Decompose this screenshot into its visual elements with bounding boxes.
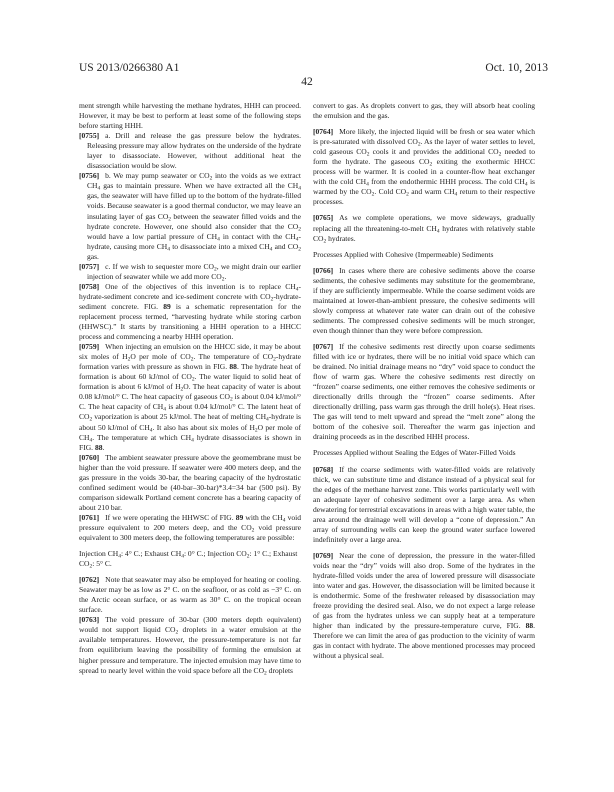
- paragraph-number: [0756]: [79, 171, 100, 181]
- paragraph-0766: [313, 266, 535, 336]
- paragraph-0767: [313, 342, 535, 442]
- paragraph-number: [0755]: [79, 131, 100, 141]
- paragraph-continuation: ment strength while harvesting the methane hydrates, HHH can proceed. However, it may be best to perform at least some of the following steps before starting HHH.: [79, 101, 301, 131]
- paragraph-0757: [79, 262, 301, 282]
- paragraph-number: [0765]: [313, 213, 334, 223]
- temperature-list: Injection $CH_4$: 4° C.; Exhaust $CH_4$: 0° C.; Injection $CO_2$: 1° C.; Exhaust $CO_2$: 5° C.: [79, 549, 298, 570]
- paragraph-text: One of the objectives of this invention is to replace $CH_4-hydrate$-sediment concrete and ice-sediment concrete with $CO_2-hydrate$-sediment concrete. FIG. 89 is a schematic representation for the replacement process termed, “harvesting hydrate while storing carbon (HHWSC).” It starts by transitioning a HHH operation to a HHCC process and commencing a nearby HHH operation.: [79, 281, 301, 342]
- paragraph-text: b. We may pump seawater or $CO_2$ into the voids as we extract $CH_4$ gas to maintain pressure. When we have extracted all the $CH_4$ gas, the seawater will have filled up to the bottom of the hydrate-filled voids. Because seawater is a good thermal conductor, we may leave an insulating layer of gas $CO_2$ between the seawater filled voids and the hydrate concrete. However, one should also consider that the $CO_2$ would have a low partial pressure of $CH_4$ in contact with the $CH_4$-hydrate, causing more $CH_4$ to disassociate into a mixed $CH_4$ and $CO_2$ gas.: [87, 171, 301, 261]
- paragraph-number: [0758]: [79, 281, 100, 291]
- section-heading: Processes Applied with Cohesive (Impermeable) Sediments: [313, 249, 494, 259]
- paragraph-text: When injecting an emulsion on the HHCC side, it may be about six moles of $H_2O$ per mole of $CO_2$. The temperature of $CO_2$-hydrate formation varies with pressure as shown in FIG. 88. The hydrate heat of formation is about 60 kJ/mol of $CO_2$. The water liquid to solid heat of formation is about 6 kJ/mol of $H_2O$. The heat capacity of water is about 0.08 kJ/mol/° C. The heat capacity of gaseous $CO_2$ is about 0.04 kJ/mol/° C. The heat capacity of $CH_4$ is about 0.04 kJ/mol/° C. The latent heat of $CO_2$ vaporization is about 25 kJ/mol. The heat of melting $CH_4$-hydrate is about 50 kJ/mol of $CH_4$. It also has about six moles of $H_2O$ per mole of $CH_4$. The temperature at which $CH_4$ hydrate disassociates is shown in FIG. 88.: [79, 342, 302, 452]
- patent-number: US 2013/0266380 A1: [79, 62, 180, 74]
- paragraph-number: [0762]: [79, 575, 100, 585]
- paragraph-text: In cases where there are cohesive sediments above the coarse sediments, the cohesive sediments may substitute for the geomembrane, if they are sufficiently impermeable. While the coarse sediment voids are maintained at lower-than-ambient pressure, the cohesive sediments will slowly compress at whatever rate water can drain out of the cohesive sediments. The compressed cohesive sediments will be much stronger, even though thinner than they were before compression.: [313, 265, 535, 335]
- paragraph-number: [0761]: [79, 512, 100, 522]
- paragraph-text: The void pressure of 30-bar (300 meters depth equivalent) would not support liquid $CO_2$ droplets in a water emulsion at the available temperatures. However, the pressure-temperature is not far from equilibrium leaving the possibility of forming the emulsion at higher pressure and temperature. The injected emulsion may have time to spread to nearly level within the void space before all the $CO_2$ droplets: [79, 615, 302, 677]
- right-column: [313, 101, 535, 661]
- paragraph-text: If the cohesive sediments rest directly upon coarse sediments filled with ice or hydrates, there will be no initial void space which can be drained. No initial drainage means no “dry” void space to conduct the flow of warm gas. Where the cohesive sediments rest directly on “frozen” coarse sediments, one either removes the cohesive sediments or directionally drills through the “frozen” coarse sediments. After directionally drilling, pass warm gas through the drill hole(s). Heat rises. The gas will tend to melt upward and spread the “melt zone” along the bottom of the cohesive soil. Thereafter the warm gas injection and draining proceeds as in the described HHH process.: [313, 341, 535, 442]
- paragraph-text: As we complete operations, we move sideways, gradually replacing all the threatening-to-melt $CH_4$ hydrates with relatively stable $CO_2$ hydrates.: [313, 213, 535, 245]
- paragraph-0755: [79, 131, 301, 171]
- paragraph-0764: [313, 127, 535, 207]
- paragraph-number: [0757]: [79, 261, 100, 271]
- paragraph-text: a. Drill and release the gas pressure below the hydrates. Releasing pressure may allow hydrates on the underside of the hydrate layer to disassociate. However, without additional heat the disassociation would be slow.: [87, 131, 301, 171]
- publication-date: Oct. 10, 2013: [485, 62, 548, 74]
- section-heading: Processes Applied without Sealing the Edges of Water-Filled Voids: [313, 448, 516, 458]
- paragraph-0759: [79, 342, 301, 453]
- paragraph-text: If the coarse sediments with water-filled voids are relatively thick, we can substitute time and distance instead of a physical seal for the edges of the methane harvest zone. This works particularly well with an adequate layer of cohesive sediment over a large area. As when dewatering for terrestrial excavations in areas with a high water table, the area around the drainage well will develop a “cone of depression.” An array of surrounding wells can keep the ground water surface lowered indefinitely over a large area.: [313, 464, 535, 544]
- paragraph-number: [0767]: [313, 341, 334, 351]
- paragraph-number: [0769]: [313, 550, 334, 560]
- paragraph-0763: [79, 615, 301, 675]
- left-column: [79, 101, 301, 676]
- paragraph-number: [0766]: [313, 265, 334, 275]
- paragraph-0765: [313, 213, 535, 243]
- paragraph-0762: [79, 575, 301, 615]
- paragraph-0756: [79, 171, 301, 261]
- paragraph-text: c. If we wish to sequester more $CO_2$, we might drain our earlier injection of seawater while we add more $CO_2$.: [87, 261, 301, 283]
- paragraph-number: [0763]: [79, 615, 100, 625]
- paragraph-number: [0760]: [79, 452, 100, 462]
- paragraph-text: Near the cone of depression, the pressure in the water-filled voids near the “dry” voids will also drop. Some of the hydrates in the hydrate-filled voids under the area of lowered pressure will disassociate into water and gas. However, the disassociation will be limited because it is endothermic. Some of the freshwater released by disassociation may freeze providing the desired seal. Also, we do not expect a large release of gas from the hydrates unless we can supply heat at a temperature higher than indicated by the pressure-temperature curve, FIG. 88. Therefore we can limit the area of gas production to the vicinity of warm gas in contact with hydrate. The above mentioned processes may proceed without a physical seal.: [313, 550, 535, 661]
- paragraph-text: Note that seawater may also be employed for heating or cooling. Seawater may be as low as 2° C. on the seafloor, or as cold as −3° C. on the Arctic ocean surface, or as warm as 30° C. on the tropical ocean surface.: [79, 575, 301, 615]
- paragraph-continuation: convert to gas. As droplets convert to gas, they will absorb heat cooling the emulsion and the gas.: [313, 101, 535, 121]
- paragraph-number: [0768]: [313, 464, 334, 474]
- paragraph-0760: [79, 453, 301, 513]
- paragraph-0769: [313, 551, 535, 662]
- page-number: 42: [301, 76, 313, 88]
- paragraph-number: [0759]: [79, 342, 100, 352]
- paragraph-0758: [79, 282, 301, 342]
- paragraph-0761: [79, 513, 301, 543]
- paragraph-text: If we were operating the HHWSC of FIG. 89 with the $CH_4$ void pressure equivalent to 200 meters deep, and the $CO_2$ void pressure equivalent to 300 meters deep, the following temperatures are possible:: [79, 512, 302, 543]
- paragraph-number: [0764]: [313, 127, 334, 137]
- paragraph-text: The ambient seawater pressure above the geomembrane must be higher than the void pressure. If seawater were 400 meters deep, and the gas pressure in the voids 30-bar, the bearing capacity of the hydrostatic confined sediment would be (40-bar–30-bar)*3.4=34 bar (500 psi). By comparison sidewalk Portland cement concrete has a bearing capacity of about 210 bar.: [79, 452, 301, 512]
- paragraph-0768: [313, 465, 535, 545]
- paragraph-text: More likely, the injected liquid will be fresh or sea water which is pre-saturated with dissolved $CO_2$. As the layer of water settles to level, cold gaseous $CO_2$ cools it and provides the additional $CO_2$ needed to form the hydrate. The gaseous $CO_2$ exiting the exothermic HHCC process will be warmer. It is cooled in a counter-flow heat exchanger with the cold $CH_4$ from the endothermic HHH process. The cold $CH_4$ is warmed by the $CO_2$. Cold $CO_2$ and warm $CH_4$ return to their respective processes.: [313, 127, 536, 207]
